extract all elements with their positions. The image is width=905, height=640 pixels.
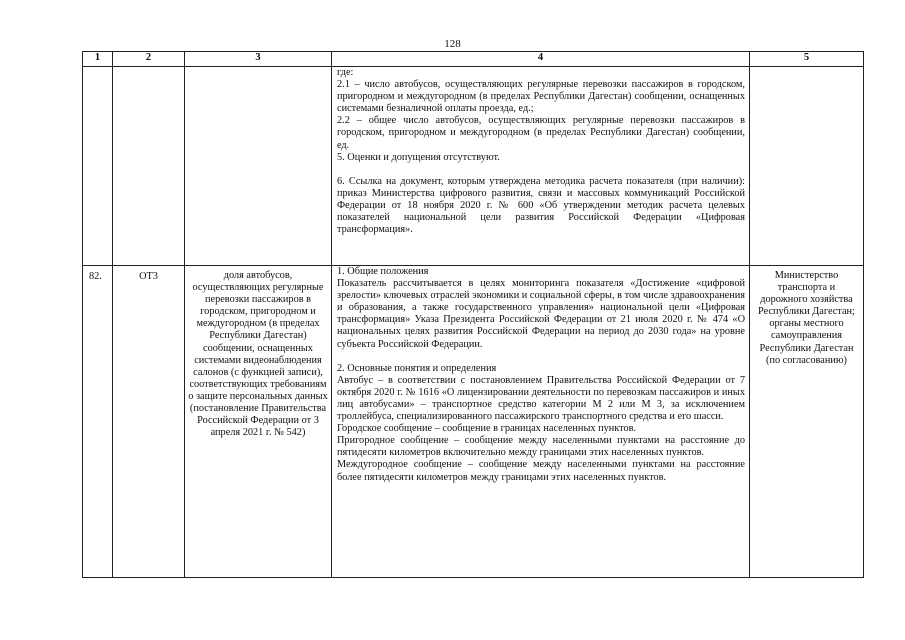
methodology-cell-continued [332, 67, 750, 266]
paragraph: Показатель рассчитывается в целях мониторинга показателя «Достижение «цифровой зрелости» ключевых отраслей экономики и социальной сферы, в том числе здравоохранения и образования, а также государственного управления» национальной цели «Цифровая трансформация» Указа Президента Российской Федерации от 21 июля 2020 г. № 474 «О национальных целях развития Российской Федерации на период до 2030 года» на уровне субъекта Российской Федерации. [337, 278, 745, 350]
paragraph: Пригородное сообщение – сообщение между населенными пунктами на расстояние до пятидесяти километров включительно между границами этих населенных пунктов. [337, 435, 745, 459]
indicator-code: ОТ3 [113, 266, 185, 578]
header-col-5: 5 [750, 52, 864, 67]
cell-empty-2 [113, 67, 185, 266]
section-heading: 1. Общие положения [337, 266, 429, 277]
table-row-continued [83, 67, 864, 266]
paragraph: 5. Оценки и допущения отсутствуют. [337, 151, 500, 163]
paragraph: Городское сообщение – сообщение в границах населенных пунктов. [337, 423, 637, 435]
responsible-body: Министерство транспорта и дорожного хозяйства Республики Дагестан; органы местного самоуправления Республики Дагестан (по согласованию) [750, 266, 864, 578]
header-col-1: 1 [83, 52, 113, 67]
paragraph: Междугородное сообщение – сообщение между населенными пунктами на расстояние более пятидесяти километров между границами этих населенных пунктов. [337, 459, 745, 483]
cell-empty-5 [750, 67, 864, 266]
row-number: 82. [83, 266, 113, 578]
indicator-table [82, 51, 864, 578]
page-number: 128 [444, 38, 461, 50]
paragraph: 2.2 – общее число автобусов, осуществляющих регулярные перевозки пассажиров в городском, пригородном и междугородном (в пределах Республики Дагестан) сообщении, ед. [337, 115, 745, 151]
paragraph-gap [337, 351, 745, 363]
header-col-4: 4 [332, 52, 750, 67]
paragraph: 6. Ссылка на документ, которым утверждена методика расчета показателя (при наличии): приказ Министерства цифрового развития, связи и массовых коммуникаций Российской Федерации от 18 ноября 2020 г. № 600 «Об утверждении методик расчета целевых показателей национальной цели развития Российской Федерации «Цифровая трансформация». [337, 175, 745, 236]
paragraph: где: [337, 67, 354, 78]
methodology-cell [332, 266, 750, 578]
section-heading: 2. Основные понятия и определения [337, 362, 497, 374]
header-col-2: 2 [113, 52, 185, 67]
header-col-3: 3 [185, 52, 332, 67]
paragraph-gap [337, 164, 745, 176]
paragraph: 2.1 – число автобусов, осуществляющих регулярные перевозки пассажиров в городском, пригородном и междугородном (в пределах Республики Дагестан) сообщении, оснащенных системами безналичной оплаты проезда, ед.; [337, 79, 745, 115]
indicator-name: доля автобусов, осуществляющих регулярные перевозки пассажиров в городском, пригородном и междугородном (в пределах Республики Дагестан) сообщении, оснащенных системами видеонаблюдения салонов (с функцией записи), соответствующих требованиям о защите персональных данных (постановление Правительства Российской Федерации от 3 апреля 2021 г. № 542) [185, 266, 332, 578]
header-row [83, 52, 864, 67]
cell-empty-1 [83, 67, 113, 266]
table-row-82 [83, 266, 864, 578]
paragraph: Автобус – в соответствии с постановлением Правительства Российской Федерации от 7 октября 2020 г. № 1616 «О лицензировании деятельности по перевозкам пассажиров и иных лиц автобусами» – транспортное средство категории М 2 или М 3, за исключением троллейбуса, специализированного пассажирского транспортного средства и его шасси. [337, 374, 745, 423]
cell-empty-3 [185, 67, 332, 266]
